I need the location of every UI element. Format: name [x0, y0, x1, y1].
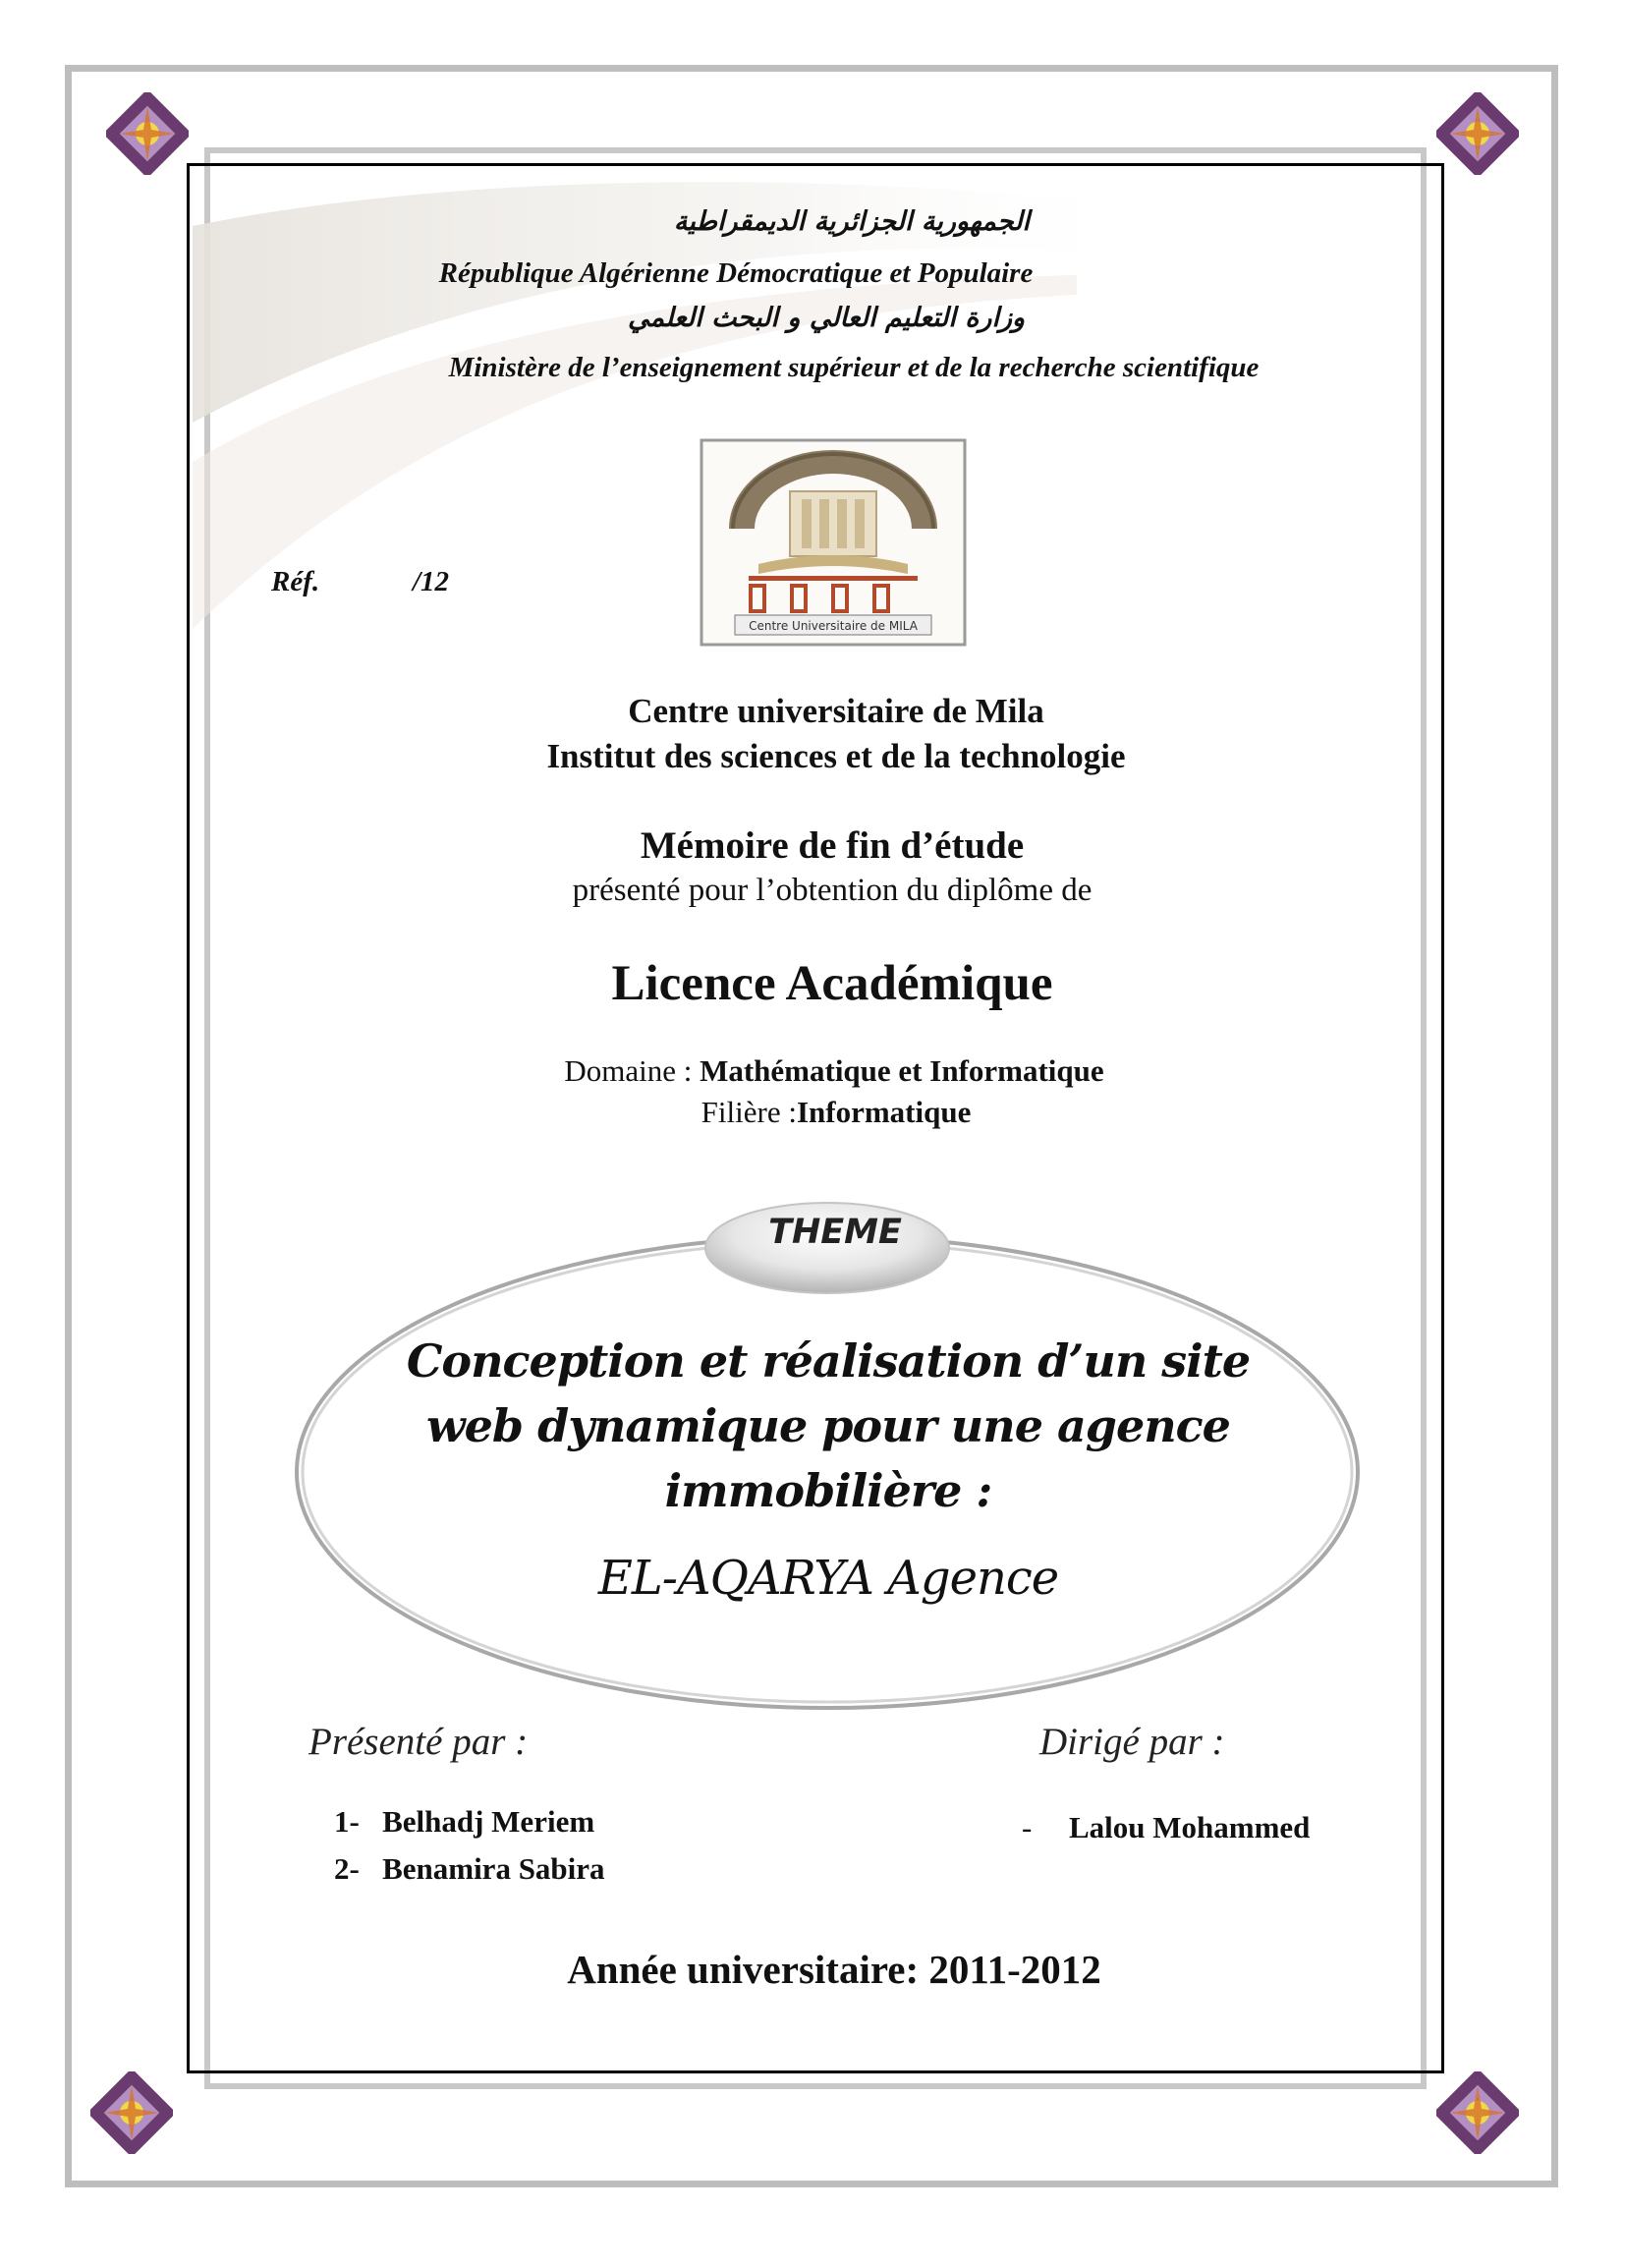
- domain-value: Mathématique et Informatique: [700, 1053, 1104, 1088]
- domain-line: [22, 1053, 1625, 1089]
- filiere-value: Informatique: [796, 1095, 972, 1129]
- student-1: 1- Belhadj Meriem: [334, 1804, 595, 1839]
- academic-year: Année universitaire: 2011-2012: [567, 1947, 1101, 1992]
- filiere-label: Filière :: [700, 1095, 797, 1129]
- institute-name: Institut des sciences et de la technologie: [546, 737, 1126, 775]
- filiere-line: [24, 1095, 1625, 1130]
- corner-ornament-icon: [1436, 2071, 1519, 2154]
- directed-by-label: Dirigé par :: [1039, 1721, 1225, 1763]
- student-2: 2- Benamira Sabira: [334, 1851, 605, 1886]
- logo-caption: Centre Universitaire de MILA: [749, 619, 918, 633]
- theme-title-line-1: Conception et réalisation d’un site: [406, 1334, 1251, 1388]
- memoire-title: Mémoire de fin d’étude: [640, 824, 1025, 867]
- supervisor-dash: -: [1022, 1810, 1033, 1844]
- theme-title-line-2: web dynamique pour une agence: [426, 1399, 1230, 1452]
- presented-by-label: Présenté par :: [308, 1721, 529, 1763]
- theme-title-line-3: immobilière :: [664, 1464, 992, 1517]
- corner-ornament-icon: [1436, 92, 1519, 175]
- theme-badge: THEME: [768, 1213, 902, 1252]
- arabic-ministry-title: وزارة التعليم العالي و البحث العلمي: [627, 303, 1026, 333]
- memoire-subtitle: présenté pour l’obtention du diplôme de: [572, 873, 1093, 908]
- reference-label: Réf.: [271, 566, 320, 597]
- domain-label: Domaine :: [564, 1053, 700, 1088]
- reference-number: /12: [413, 566, 450, 597]
- corner-ornament-icon: [90, 2071, 173, 2154]
- diploma-title: Licence Académique: [611, 956, 1053, 1011]
- agency-name: EL-AQARYA Agence: [597, 1551, 1059, 1606]
- centre-name: Centre universitaire de Mila: [628, 692, 1044, 730]
- ministry-title: Ministère de l’enseignement supérieur et de la recherche scientifique: [448, 352, 1260, 383]
- university-logo: [700, 438, 967, 647]
- republic-title: République Algérienne Démocratique et Populaire: [438, 257, 1034, 289]
- supervisor-name: Lalou Mohammed: [1069, 1810, 1311, 1844]
- corner-ornament-icon: [106, 92, 189, 175]
- arabic-republic-title: الجمهورية الجزائرية الديمقراطية: [673, 206, 1031, 237]
